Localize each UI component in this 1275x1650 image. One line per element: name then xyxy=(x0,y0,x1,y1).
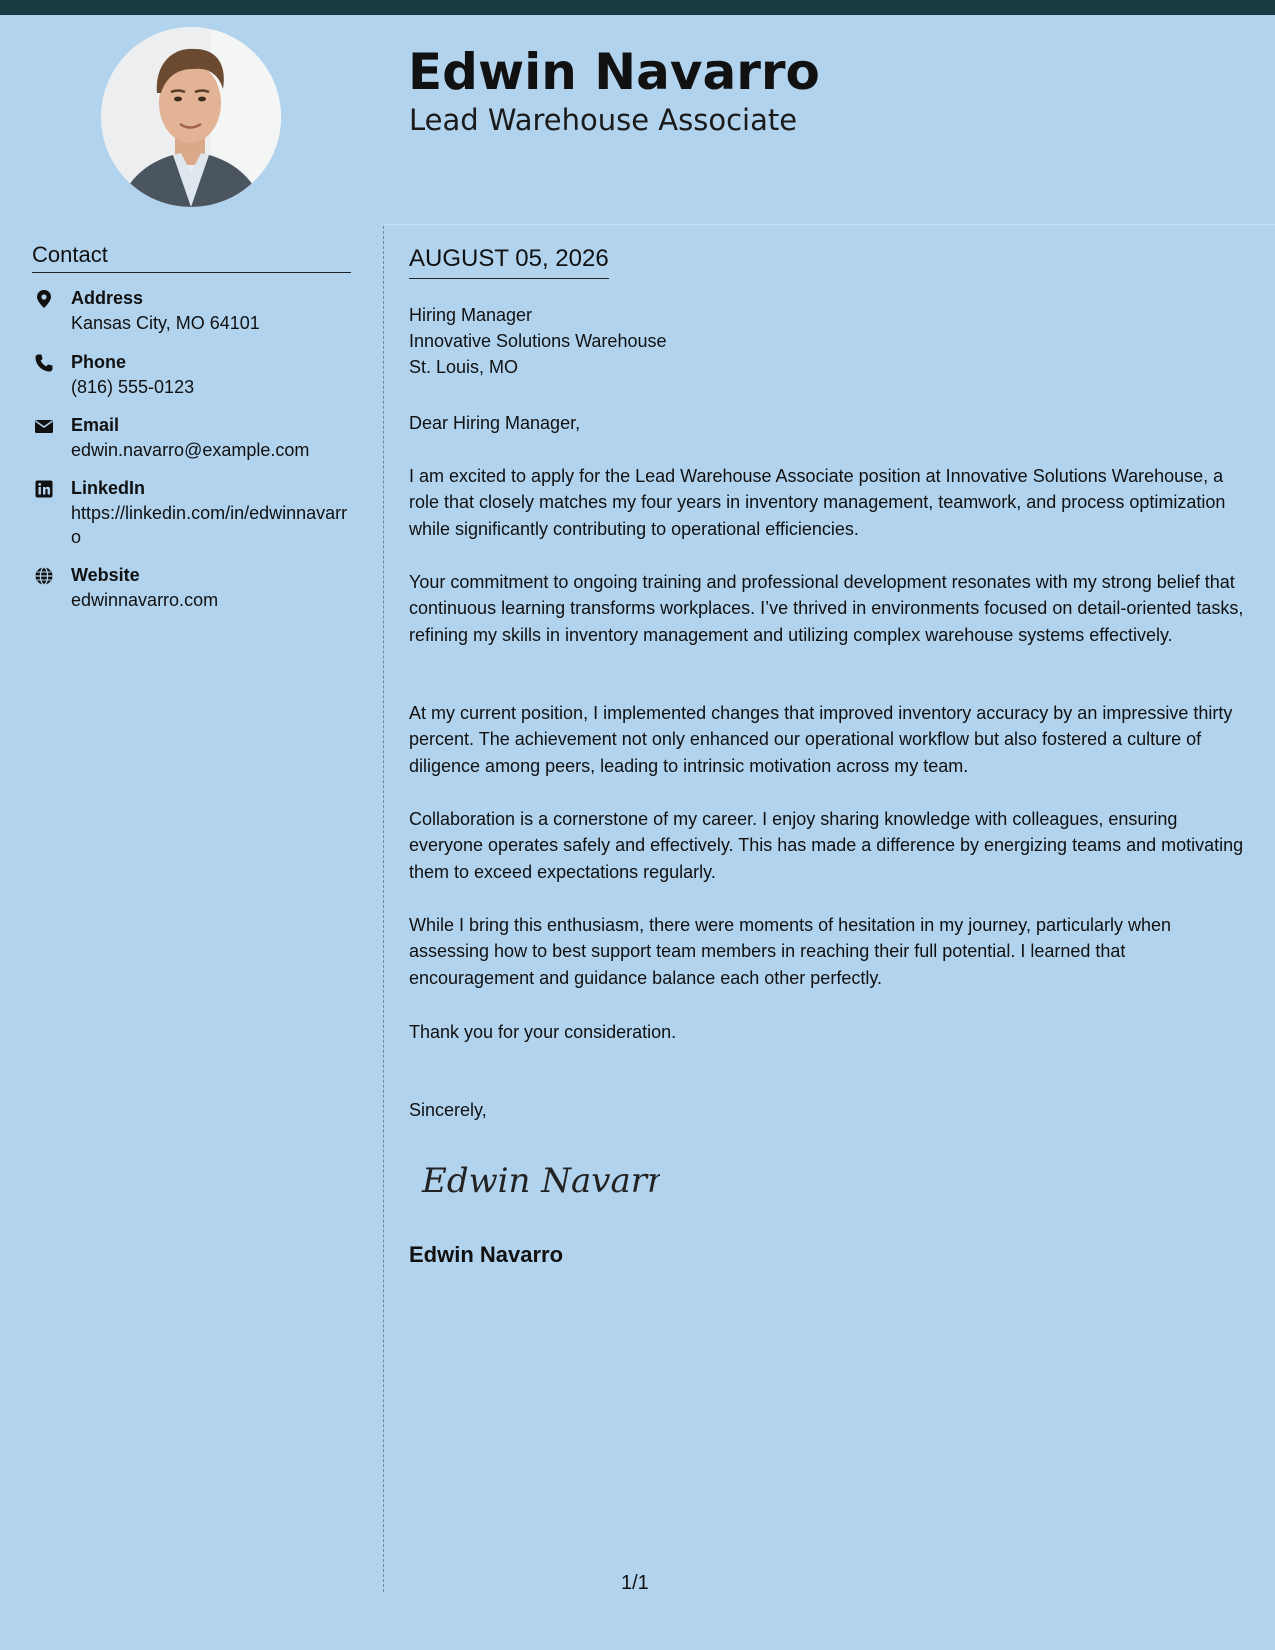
applicant-name: Edwin Navarro xyxy=(408,43,820,101)
contact-value: (816) 555-0123 xyxy=(71,377,195,397)
signature-text: Edwin Navarro xyxy=(422,1161,660,1201)
letter-paragraph: I am excited to apply for the Lead Warehouse Associate position at Innovative Solutions Warehouse, a role that closely matches my four years in inventory management, teamwork, and process optimization while significantly contributing to operational efficiencies. xyxy=(409,466,1226,539)
sign-off: Sincerely, xyxy=(409,1100,487,1120)
contact-label: LinkedIn xyxy=(71,478,146,498)
header-divider xyxy=(384,224,1275,225)
contact-value: edwin.navarro@example.com xyxy=(71,440,310,460)
contact-label: Email xyxy=(71,415,120,435)
signed-name: Edwin Navarro xyxy=(409,1242,564,1267)
letter-paragraph: Your commitment to ongoing training and professional development resonates with my strong belief that continuous learning transforms workplaces. I’ve thrived in environments focused on detail-oriented tasks, refining my skills in inventory management and utilizing complex warehouse systems effectively. xyxy=(409,572,1244,645)
applicant-role: Lead Warehouse Associate xyxy=(409,103,798,137)
contact-label: Website xyxy=(71,565,140,585)
phone-icon xyxy=(34,353,54,373)
letter-paragraph: Collaboration is a cornerstone of my career. I enjoy sharing knowledge with colleagues, ensuring everyone operates safely and effectively. This has made a difference by energizing teams and motivating them to exceed expectations regularly. xyxy=(409,809,1244,882)
handwritten-signature xyxy=(420,1154,660,1209)
map-pin-icon xyxy=(34,289,54,309)
letter-paragraph: At my current position, I implemented changes that improved inventory accuracy by an impressive thirty percent. The achievement not only enhanced our operational workflow but also fostered a culture of diligence among peers, leading to intrinsic motivation across my team. xyxy=(409,703,1233,776)
profile-photo xyxy=(101,27,281,207)
recipient-location: St. Louis, MO xyxy=(409,357,519,377)
envelope-icon xyxy=(34,416,54,436)
recipient-title: Hiring Manager xyxy=(409,305,533,325)
contact-label: Phone xyxy=(71,352,127,372)
globe-icon xyxy=(34,566,54,586)
salutation: Dear Hiring Manager, xyxy=(409,413,581,433)
letter-paragraph: While I bring this enthusiasm, there were moments of hesitation in my journey, particularly when assessing how to best support team members in reaching their full potential. I learned that encouragement and guidance balance each other perfectly. xyxy=(409,915,1172,988)
top-accent-bar xyxy=(0,0,1275,15)
contact-value: https://linkedin.com/in/edwinnavarro xyxy=(71,503,348,547)
column-divider xyxy=(383,226,384,1592)
linkedin-icon xyxy=(34,479,54,499)
contact-value: Kansas City, MO 64101 xyxy=(71,313,260,333)
page-number: 1/1 xyxy=(621,1572,649,1594)
recipient-company: Innovative Solutions Warehouse xyxy=(409,331,667,351)
contact-value: edwinnavarro.com xyxy=(71,590,219,610)
contact-label: Address xyxy=(71,288,144,308)
closing-line: Thank you for your consideration. xyxy=(409,1022,677,1042)
letter-date: AUGUST 05, 2026 xyxy=(409,244,609,279)
contact-heading: Contact xyxy=(32,240,351,273)
recipient-block xyxy=(409,302,666,380)
